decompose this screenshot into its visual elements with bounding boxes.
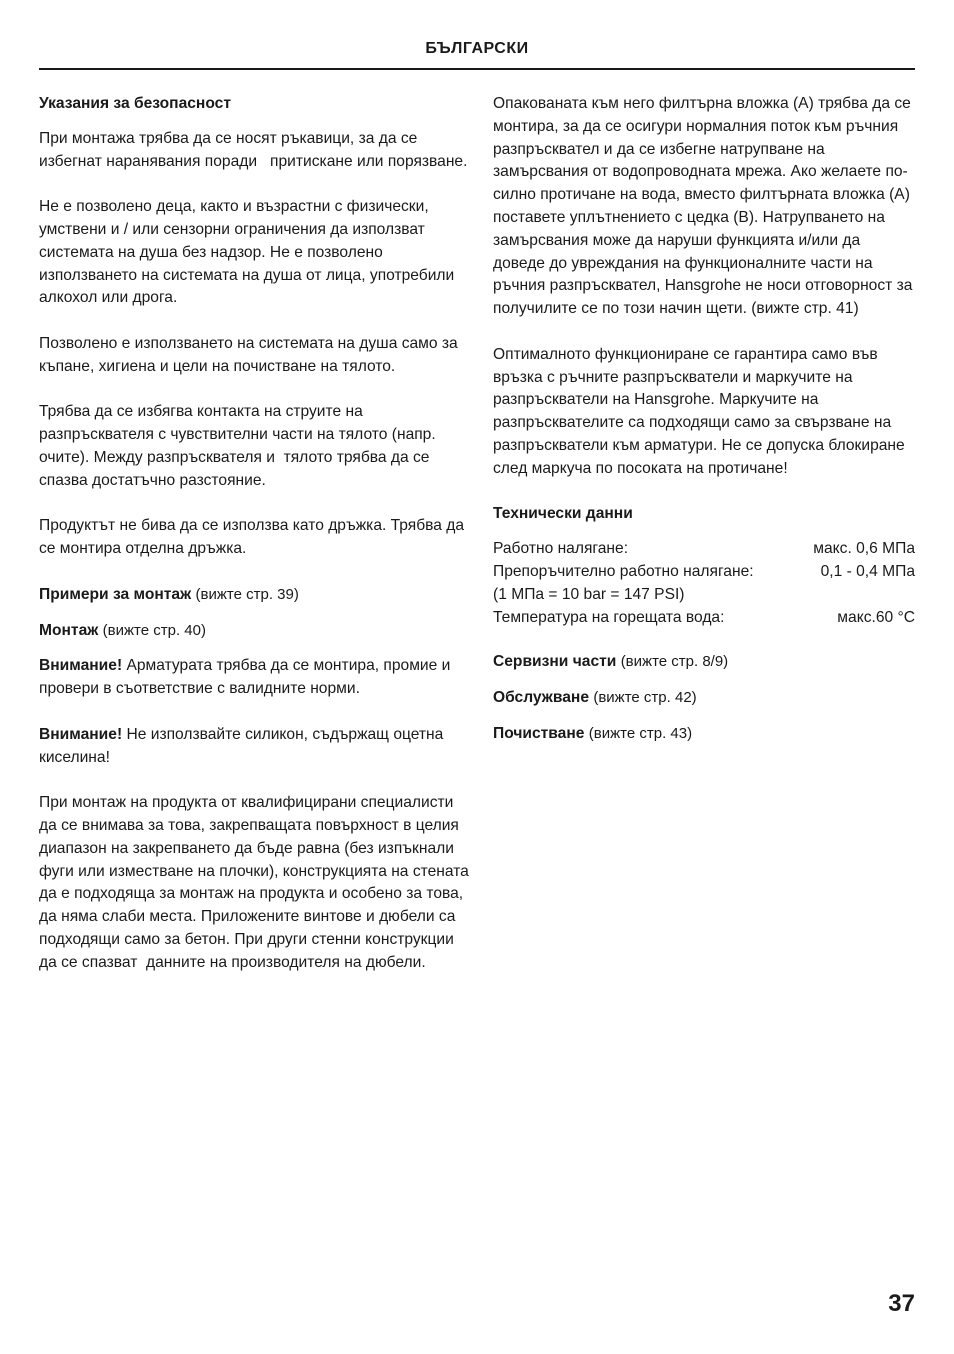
safety-paragraph-4: Трябва да се избягва контакта на струите на разпръсквателя с чувствителни части на тялото (напр. очите). Между разпръсквателя и тялото трябва да се спазва достатъчно разстояние. [39,403,441,489]
mount-examples-reference [39,584,471,607]
maintenance-page-note: (вижте стр. 42) [593,689,697,707]
installer-paragraph: При монтаж на продукта от квалифицирани специалисти да се внимава за това, закрепващата повърхност в целия диапазон на закрепването да бъде равна (без изпъкнали фуги или изместване на плочки), конструкцията на стената да е подходяща за монтаж на продукта и особено за това, да няма слаби места. Приложените винтове и дюбели са подходящи само за бетон. При други стенни конструкции да се спазват данните на производителя на дюбели. [39,794,474,971]
tech-row [493,561,915,584]
technical-data-table [493,538,915,629]
cleaning-page-note: (вижте стр. 43) [588,724,693,742]
tech-row [493,584,915,607]
cleaning-label: Почистване [493,724,585,742]
mounting-label: Монтаж [39,621,99,639]
technical-data-heading: Технически данни [493,505,633,523]
tech-row-label: Температура на горещата вода: [493,608,725,626]
cleaning-reference [493,723,915,746]
attention-label-2: Внимание! [39,725,123,743]
tech-row [493,538,915,561]
mounting-reference [39,620,471,643]
safety-paragraph-1: При монтажа трябва да се носят ръкавици, за да се избегнат наранявания поради притискане или порязване. [39,129,468,170]
maintenance-reference [493,687,915,710]
safety-paragraph-2: Не е позволено деца, както и възрастни с физически, умствени и / или сензорни ограничения да използват системата на душа без надзор. Не е позволено използването на системата на душа от лица, употребили алкохол или дрога. [39,198,455,307]
tech-row-value: макс.60 °C [837,608,915,626]
mount-examples-page-note: (вижте стр. 39) [195,585,299,603]
mount-examples-label: Примери за монтаж [39,585,192,603]
tech-row [493,607,915,630]
tech-row-value: 0,1 - 0,4 MПa [820,562,915,580]
operation-paragraph: Оптималното функциониране се гарантира само във връзка с ръчните разпръскватели и маркучите на разпръскватели на Hansgrohe. Маркучите на разпръсквателите са подходящи само за свързване на разпръскватели към арматури. Не се допуска блокиране след маркуча по посоката на протичане! [493,345,905,477]
page-header-title: БЪЛГАРСКИ [425,40,529,57]
left-column [39,93,474,974]
safety-paragraph-5: Продуктът не бива да се използва като дръжка. Трябва да се монтира отделна дръжка. [39,517,465,558]
mounting-page-note: (вижте стр. 40) [102,621,206,639]
tech-row-label: Работно налягане: [493,540,629,558]
tech-row-label: (1 MПa = 10 bar = 147 PSI) [493,585,685,603]
service-parts-page-note: (вижте стр. 8/9) [620,653,729,671]
page-number: 37 [888,1290,915,1317]
maintenance-label: Обслужване [493,689,589,707]
tech-row-label: Препоръчително работно налягане: [493,562,754,580]
header-divider [39,68,915,70]
service-parts-label: Сервизни части [493,653,617,671]
safety-paragraph-3: Позволено е използването на системата на душа само за къпане, хигиена и цели на почистване на тялото. [39,334,458,375]
tech-row-value: макс. 0,6 MПa [813,540,915,558]
attention-text-1: Арматурата трябва да се монтира, промие и провери в съответствие с валидните норми. [39,657,451,698]
attention-paragraph-2 [39,724,471,770]
service-parts-reference [493,651,915,674]
safety-heading: Указания за безопасност [39,95,231,112]
attention-paragraph-1 [39,655,471,701]
attention-label-1: Внимание! [39,657,123,675]
attention-text-2: Не използвайте силикон, съдържащ оцетна киселина! [39,725,444,766]
filter-paragraph: Опакованата към него филтърна вложка (А) трябва да се монтира, за да се осигури нормалния поток към ръчния разпръсквател и да се избегне натрупване на замърсвания от водопроводната мрежа. Ако желаете по-силно протичане на вода, вместо филтърната вложка (А) поставете уплътнението с цедка (В). Натрупването на замърсвания може да наруши функцията и/или да доведе до увреждания на функционалните части на ръчния разпръсквател, Hansgrohe не носи отговорност за получилите се по този начин щети. (вижте стр. 41) [493,95,913,318]
right-column [493,93,915,759]
